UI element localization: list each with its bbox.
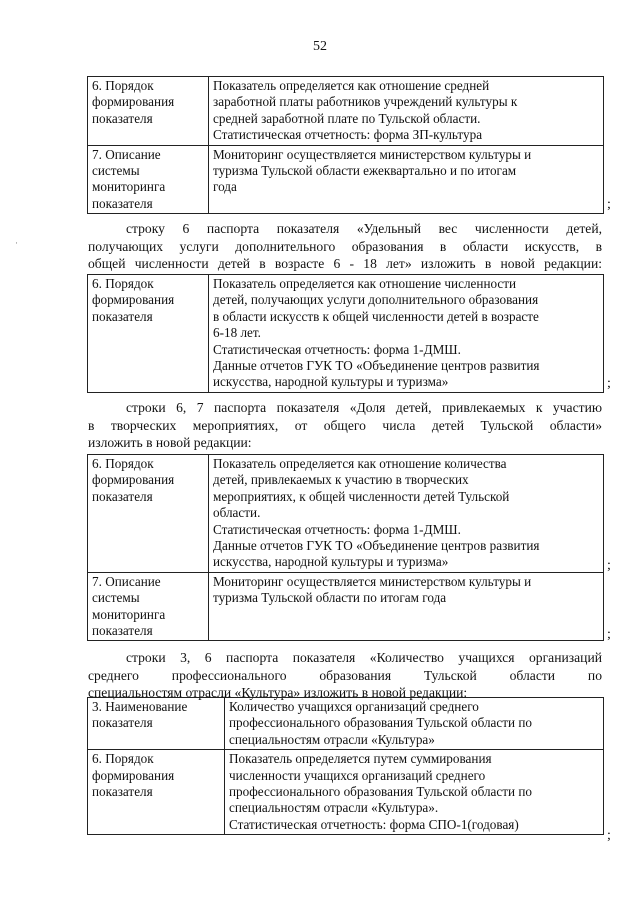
row-label: 6. Порядок формирования показателя — [88, 275, 209, 393]
table-indicator-passport-3 — [87, 454, 604, 641]
row-label: 7. Описание системы мониторинга показателя — [88, 572, 209, 641]
table-row — [88, 750, 604, 835]
row-label: 6. Порядок формирования показателя — [88, 77, 209, 146]
row-label: 6. Порядок формирования показателя — [88, 455, 209, 573]
row-label: 3. Наименование показателя — [88, 698, 225, 750]
semicolon: ; — [607, 558, 611, 573]
semicolon: ; — [607, 197, 611, 212]
semicolon: ; — [607, 828, 611, 843]
paragraph-3: строки 3, 6 паспорта показателя «Количество учащихся организаций среднего профессионального образования Тульской области по специальностям отрасли «Культура» изложить в новой редакции: — [88, 650, 602, 700]
row-text: Показатель определяется путем суммирования численности учащихся организаций среднего профессионального образования Тульской области по специальностям отрасли «Культура». Статистическая отчетность: форма СПО-1(годовая) — [225, 750, 604, 835]
row-text: Показатель определяется как отношение количества детей, привлекаемых к участию в творческих мероприятиях, к общей численности детей Тульской области. Статистическая отчетность: форма 1-ДМШ. Данные отчетов ГУК ТО «Объединение центров развития искусства, народной культуры и туризма» — [209, 455, 604, 573]
table-row — [88, 455, 604, 573]
margin-mark: · — [15, 238, 18, 248]
table-row — [88, 77, 604, 146]
table-row — [88, 572, 604, 641]
table-indicator-passport-2 — [87, 274, 604, 393]
row-text: Мониторинг осуществляется министерством культуры и туризма Тульской области ежеквартально и по итогам года — [209, 145, 604, 214]
table-indicator-passport-4 — [87, 697, 604, 835]
row-text: Показатель определяется как отношение численности детей, получающих услуги дополнительного образования в области искусств к общей численности детей в возрасте 6-18 лет. Статистическая отчетность: форма 1-ДМШ. Данные отчетов ГУК ТО «Объединение центров развития искусства, народной культуры и туризма» — [209, 275, 604, 393]
paragraph-2: строки 6, 7 паспорта показателя «Доля детей, привлекаемых к участию в творческих мероприятиях, от общего числа детей Тульской области» изложить в новой редакции: — [88, 400, 602, 450]
semicolon: ; — [607, 627, 611, 642]
table-row — [88, 145, 604, 214]
semicolon: ; — [607, 376, 611, 391]
row-label: 6. Порядок формирования показателя — [88, 750, 225, 835]
row-text: Показатель определяется как отношение средней заработной платы работников учреждений культуры к средней заработной плате по Тульской области. Статистическая отчетность: форма ЗП-культура — [209, 77, 604, 146]
row-text: Мониторинг осуществляется министерством культуры и туризма Тульской области по итогам года — [209, 572, 604, 641]
paragraph-1: строку 6 паспорта показателя «Удельный вес численности детей, получающих услуги дополнительного образования в области искусств, в общей численности детей в возрасте 6 - 18 лет» изложить в новой редакции: — [88, 221, 602, 271]
table-indicator-passport-1 — [87, 76, 604, 214]
row-label: 7. Описание системы мониторинга показателя — [88, 145, 209, 214]
table-row — [88, 275, 604, 393]
page-number: 52 — [313, 39, 327, 54]
row-text: Количество учащихся организаций среднего профессионального образования Тульской области по специальностям отрасли «Культура» — [225, 698, 604, 750]
table-row — [88, 698, 604, 750]
